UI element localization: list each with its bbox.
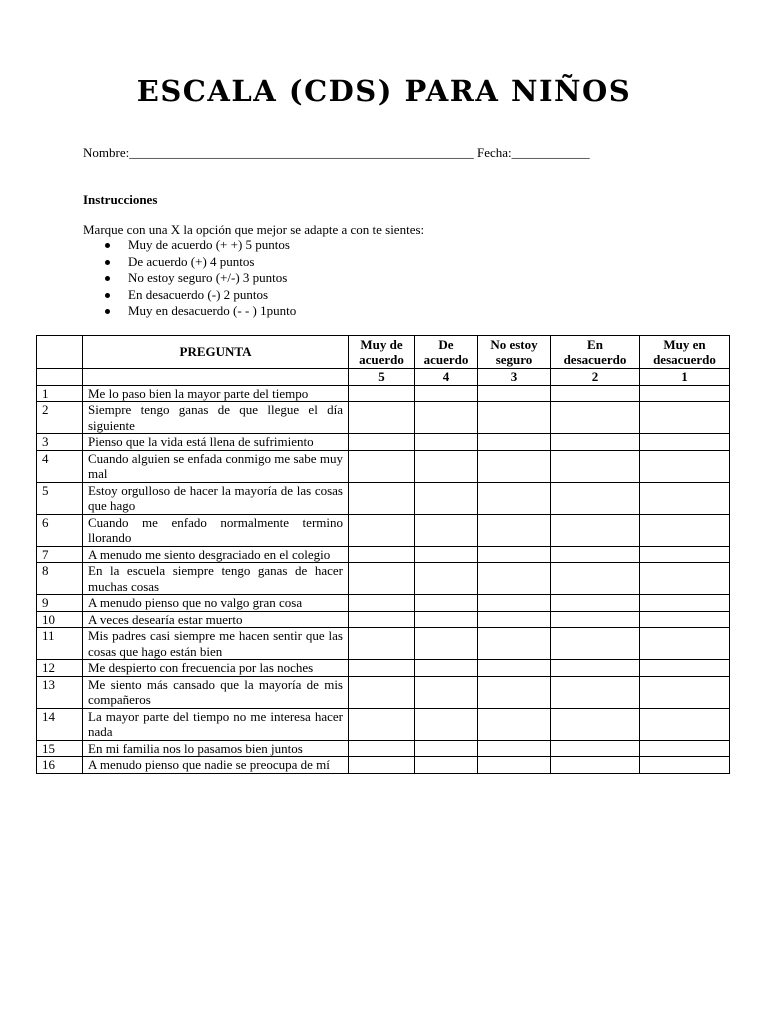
row-number: 16 [37,757,83,774]
answer-cell[interactable] [640,676,730,708]
answer-cell[interactable] [478,708,551,740]
answer-cell[interactable] [478,385,551,402]
column-header-no-estoy-seguro: No estoy seguro [478,336,551,369]
answer-cell[interactable] [551,546,640,563]
options-list [105,237,296,320]
question-text: Mis padres casi siempre me hacen sentir que las cosas que hago están bien [83,628,349,660]
answer-cell[interactable] [415,740,478,757]
points-value: 4 [415,369,478,386]
question-text: La mayor parte del tiempo no me interesa hacer nada [83,708,349,740]
table-row [37,546,730,563]
answer-cell[interactable] [415,676,478,708]
points-value: 5 [349,369,415,386]
answer-cell[interactable] [551,595,640,612]
page-title: ESCALA (CDS) PARA NIÑOS [136,74,632,108]
option-item: De acuerdo (+) 4 puntos [105,254,296,271]
answer-cell[interactable] [478,482,551,514]
answer-cell[interactable] [349,740,415,757]
answer-cell[interactable] [478,595,551,612]
table-row [37,450,730,482]
answer-cell[interactable] [640,563,730,595]
answer-cell[interactable] [640,482,730,514]
answer-cell[interactable] [415,482,478,514]
answer-cell[interactable] [349,434,415,451]
answer-cell[interactable] [551,611,640,628]
questionnaire-table [36,335,730,774]
answer-cell[interactable] [640,660,730,677]
table-row [37,740,730,757]
question-text: A menudo pienso que nadie se preocupa de mí [83,757,349,774]
row-number: 10 [37,611,83,628]
column-header-muy-en-desacuerdo: Muy en desacuerdo [640,336,730,369]
row-number: 11 [37,628,83,660]
question-text: En mi familia nos lo pasamos bien juntos [83,740,349,757]
answer-cell[interactable] [478,563,551,595]
answer-cell[interactable] [415,595,478,612]
answer-cell[interactable] [349,595,415,612]
answer-cell[interactable] [551,514,640,546]
answer-cell[interactable] [640,450,730,482]
answer-cell[interactable] [551,385,640,402]
blank-corner [37,336,83,369]
answer-cell[interactable] [640,546,730,563]
answer-cell[interactable] [640,757,730,774]
table-row [37,611,730,628]
question-text: Pienso que la vida está llena de sufrimiento [83,434,349,451]
answer-cell[interactable] [640,385,730,402]
answer-cell[interactable] [349,708,415,740]
instructions-heading: Instrucciones [83,192,158,207]
answer-cell[interactable] [415,402,478,434]
answer-cell[interactable] [551,628,640,660]
answer-cell[interactable] [349,385,415,402]
answer-cell[interactable] [349,546,415,563]
name-date-line[interactable]: Nombre:_____________________________________________________ Fecha:____________ [83,145,590,160]
answer-cell[interactable] [349,563,415,595]
row-number: 12 [37,660,83,677]
answer-cell[interactable] [640,628,730,660]
answer-cell[interactable] [640,740,730,757]
question-text: A veces desearía estar muerto [83,611,349,628]
answer-cell[interactable] [349,514,415,546]
answer-cell[interactable] [551,676,640,708]
answer-cell[interactable] [478,740,551,757]
points-value: 1 [640,369,730,386]
table-row [37,385,730,402]
row-number: 15 [37,740,83,757]
row-number: 6 [37,514,83,546]
instructions-text: Marque con una X la opción que mejor se adapte a con te sientes: [83,222,425,237]
table-row [37,628,730,660]
answer-cell[interactable] [349,660,415,677]
table-row [37,514,730,546]
question-text: Estoy orgulloso de hacer la mayoría de las cosas que hago [83,482,349,514]
answer-cell[interactable] [640,434,730,451]
question-column-header: PREGUNTA [83,336,349,369]
answer-cell[interactable] [478,757,551,774]
row-number: 2 [37,402,83,434]
blank-question-cell [83,369,349,386]
table-row [37,402,730,434]
question-text: A menudo me siento desgraciado en el colegio [83,546,349,563]
answer-cell[interactable] [415,450,478,482]
answer-cell[interactable] [551,402,640,434]
answer-cell[interactable] [415,628,478,660]
row-number: 3 [37,434,83,451]
answer-cell[interactable] [551,450,640,482]
option-item: No estoy seguro (+/-) 3 puntos [105,270,296,287]
option-item: En desacuerdo (-) 2 puntos [105,287,296,304]
answer-cell[interactable] [640,708,730,740]
question-text: Me despierto con frecuencia por las noches [83,660,349,677]
answer-cell[interactable] [415,660,478,677]
answer-cell[interactable] [415,546,478,563]
answer-cell[interactable] [478,611,551,628]
row-number: 9 [37,595,83,612]
points-value: 3 [478,369,551,386]
points-value: 2 [551,369,640,386]
blank-corner [37,369,83,386]
table-row [37,563,730,595]
answer-cell[interactable] [349,628,415,660]
answer-cell[interactable] [640,595,730,612]
table-row [37,434,730,451]
question-text: Cuando me enfado normalmente termino llorando [83,514,349,546]
answer-cell[interactable] [478,628,551,660]
option-item: Muy en desacuerdo (- - ) 1punto [105,303,296,320]
column-header-muy-de-acuerdo: Muy de acuerdo [349,336,415,369]
answer-cell[interactable] [349,676,415,708]
answer-cell[interactable] [415,757,478,774]
answer-cell[interactable] [551,434,640,451]
answer-cell[interactable] [551,757,640,774]
answer-cell[interactable] [349,611,415,628]
answer-cell[interactable] [415,563,478,595]
answer-cell[interactable] [478,514,551,546]
column-header-en-desacuerdo: En desacuerdo [551,336,640,369]
row-number: 13 [37,676,83,708]
question-text: En la escuela siempre tengo ganas de hacer muchas cosas [83,563,349,595]
answer-cell[interactable] [349,450,415,482]
answer-cell[interactable] [349,757,415,774]
column-header-de-acuerdo: De acuerdo [415,336,478,369]
row-number: 5 [37,482,83,514]
answer-cell[interactable] [415,708,478,740]
answer-cell[interactable] [478,676,551,708]
answer-cell[interactable] [478,660,551,677]
table-row [37,595,730,612]
question-text: Siempre tengo ganas de que llegue el día siguiente [83,402,349,434]
answer-cell[interactable] [551,482,640,514]
question-text: Me siento más cansado que la mayoría de mis compañeros [83,676,349,708]
answer-cell[interactable] [640,514,730,546]
answer-cell[interactable] [551,740,640,757]
row-number: 14 [37,708,83,740]
row-number: 7 [37,546,83,563]
answer-cell[interactable] [415,611,478,628]
table-row [37,676,730,708]
option-item: Muy de acuerdo (+ +) 5 puntos [105,237,296,254]
table-row [37,708,730,740]
answer-cell[interactable] [640,402,730,434]
answer-cell[interactable] [349,402,415,434]
table-row [37,482,730,514]
table-row [37,660,730,677]
answer-cell[interactable] [551,660,640,677]
answer-cell[interactable] [640,611,730,628]
answer-cell[interactable] [478,402,551,434]
answer-cell[interactable] [415,385,478,402]
answer-cell[interactable] [551,563,640,595]
question-text: Cuando alguien se enfada conmigo me sabe muy mal [83,450,349,482]
answer-cell[interactable] [349,482,415,514]
question-text: Me lo paso bien la mayor parte del tiempo [83,385,349,402]
table-row [37,757,730,774]
answer-cell[interactable] [415,434,478,451]
answer-cell[interactable] [478,546,551,563]
answer-cell[interactable] [478,434,551,451]
answer-cell[interactable] [478,450,551,482]
row-number: 4 [37,450,83,482]
question-text: A menudo pienso que no valgo gran cosa [83,595,349,612]
answer-cell[interactable] [551,708,640,740]
answer-cell[interactable] [415,514,478,546]
row-number: 8 [37,563,83,595]
row-number: 1 [37,385,83,402]
